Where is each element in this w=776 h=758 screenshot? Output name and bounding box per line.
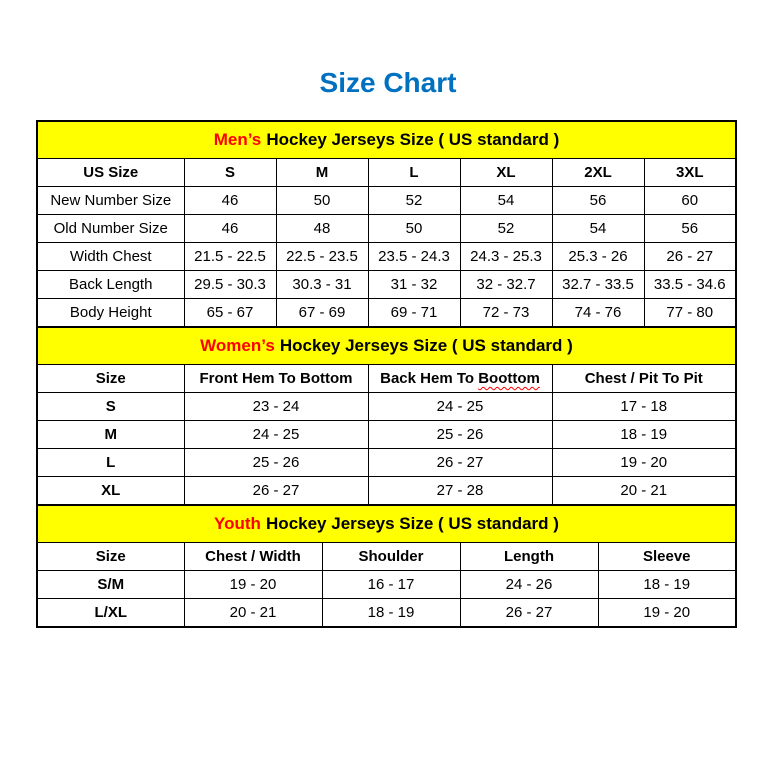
cell-value: 24 - 25 xyxy=(368,393,552,421)
cell-value: 67 - 69 xyxy=(276,299,368,328)
column-header: M xyxy=(276,159,368,187)
cell-value: 52 xyxy=(460,215,552,243)
column-header: Front Hem To Bottom xyxy=(184,365,368,393)
row-label: Back Length xyxy=(37,271,184,299)
table-row xyxy=(37,599,736,628)
column-header: Chest / Pit To Pit xyxy=(552,365,736,393)
column-header: Size xyxy=(37,365,184,393)
row-label: L/XL xyxy=(37,599,184,628)
cell-value: 50 xyxy=(368,215,460,243)
cell-value: 72 - 73 xyxy=(460,299,552,328)
cell-value: 23.5 - 24.3 xyxy=(368,243,460,271)
womens-band-highlight: Women’s xyxy=(200,336,275,355)
table-row xyxy=(37,571,736,599)
mens-section-band xyxy=(37,121,736,159)
cell-value: 29.5 - 30.3 xyxy=(184,271,276,299)
back-hem-label-prefix: Back Hem To xyxy=(380,370,475,387)
column-header: XL xyxy=(460,159,552,187)
cell-value: 30.3 - 31 xyxy=(276,271,368,299)
cell-value: 20 - 21 xyxy=(184,599,322,628)
cell-value: 33.5 - 34.6 xyxy=(644,271,736,299)
column-header: Sleeve xyxy=(598,543,736,571)
cell-value: 26 - 27 xyxy=(184,477,368,506)
row-label: New Number Size xyxy=(37,187,184,215)
cell-value: 16 - 17 xyxy=(322,571,460,599)
row-label: Width Chest xyxy=(37,243,184,271)
size-chart-tables xyxy=(36,120,737,628)
cell-value: 32 - 32.7 xyxy=(460,271,552,299)
column-header: Shoulder xyxy=(322,543,460,571)
cell-value: 46 xyxy=(184,187,276,215)
column-header: 2XL xyxy=(552,159,644,187)
youth-band-highlight: Youth xyxy=(214,514,261,533)
column-header: S xyxy=(184,159,276,187)
table-row xyxy=(37,215,736,243)
cell-value: 18 - 19 xyxy=(598,571,736,599)
cell-value: 19 - 20 xyxy=(184,571,322,599)
cell-value: 46 xyxy=(184,215,276,243)
mens-band-text: Hockey Jerseys Size ( US standard ) xyxy=(266,130,560,149)
row-label: Body Height xyxy=(37,299,184,328)
column-header: 3XL xyxy=(644,159,736,187)
table-header-row xyxy=(37,543,736,571)
row-label: S/M xyxy=(37,571,184,599)
cell-value: 23 - 24 xyxy=(184,393,368,421)
cell-value: 21.5 - 22.5 xyxy=(184,243,276,271)
cell-value: 22.5 - 23.5 xyxy=(276,243,368,271)
youth-size-table xyxy=(36,504,737,628)
youth-section-band xyxy=(37,505,736,543)
row-label: M xyxy=(37,421,184,449)
row-label: XL xyxy=(37,477,184,506)
cell-value: 26 - 27 xyxy=(368,449,552,477)
womens-band-text: Hockey Jerseys Size ( US standard ) xyxy=(279,336,573,355)
table-row xyxy=(37,421,736,449)
cell-value: 24 - 25 xyxy=(184,421,368,449)
column-header: Size xyxy=(37,543,184,571)
cell-value: 25 - 26 xyxy=(184,449,368,477)
table-header-row xyxy=(37,159,736,187)
cell-value: 20 - 21 xyxy=(552,477,736,506)
table-row xyxy=(37,299,736,328)
mens-size-table xyxy=(36,120,737,328)
table-row xyxy=(37,449,736,477)
cell-value: 48 xyxy=(276,215,368,243)
table-row xyxy=(37,477,736,506)
row-label: Old Number Size xyxy=(37,215,184,243)
womens-size-table xyxy=(36,326,737,506)
table-row xyxy=(37,271,736,299)
cell-value: 26 - 27 xyxy=(460,599,598,628)
cell-value: 54 xyxy=(552,215,644,243)
cell-value: 19 - 20 xyxy=(598,599,736,628)
table-row xyxy=(37,187,736,215)
youth-band-text: Hockey Jerseys Size ( US standard ) xyxy=(266,514,559,533)
cell-value: 25.3 - 26 xyxy=(552,243,644,271)
column-header-misspelled xyxy=(368,365,552,393)
back-hem-label-misspelled-word: Boottom xyxy=(478,370,540,387)
cell-value: 18 - 19 xyxy=(322,599,460,628)
column-header: US Size xyxy=(37,159,184,187)
cell-value: 56 xyxy=(552,187,644,215)
table-row xyxy=(37,393,736,421)
cell-value: 24 - 26 xyxy=(460,571,598,599)
page-title: Size Chart xyxy=(319,67,457,98)
cell-value: 27 - 28 xyxy=(368,477,552,506)
cell-value: 65 - 67 xyxy=(184,299,276,328)
section-band-row xyxy=(37,327,736,365)
cell-value: 56 xyxy=(644,215,736,243)
cell-value: 50 xyxy=(276,187,368,215)
section-band-row xyxy=(37,121,736,159)
row-label: L xyxy=(37,449,184,477)
cell-value: 69 - 71 xyxy=(368,299,460,328)
cell-value: 19 - 20 xyxy=(552,449,736,477)
column-header: Chest / Width xyxy=(184,543,322,571)
cell-value: 54 xyxy=(460,187,552,215)
cell-value: 17 - 18 xyxy=(552,393,736,421)
cell-value: 32.7 - 33.5 xyxy=(552,271,644,299)
cell-value: 31 - 32 xyxy=(368,271,460,299)
table-header-row xyxy=(37,365,736,393)
row-label: S xyxy=(37,393,184,421)
cell-value: 74 - 76 xyxy=(552,299,644,328)
column-header: Length xyxy=(460,543,598,571)
cell-value: 24.3 - 25.3 xyxy=(460,243,552,271)
cell-value: 25 - 26 xyxy=(368,421,552,449)
cell-value: 18 - 19 xyxy=(552,421,736,449)
cell-value: 26 - 27 xyxy=(644,243,736,271)
mens-band-highlight: Men’s xyxy=(213,130,262,149)
womens-section-band xyxy=(37,327,736,365)
cell-value: 60 xyxy=(644,187,736,215)
cell-value: 52 xyxy=(368,187,460,215)
column-header: L xyxy=(368,159,460,187)
section-band-row xyxy=(37,505,736,543)
table-row xyxy=(37,243,736,271)
cell-value: 77 - 80 xyxy=(644,299,736,328)
